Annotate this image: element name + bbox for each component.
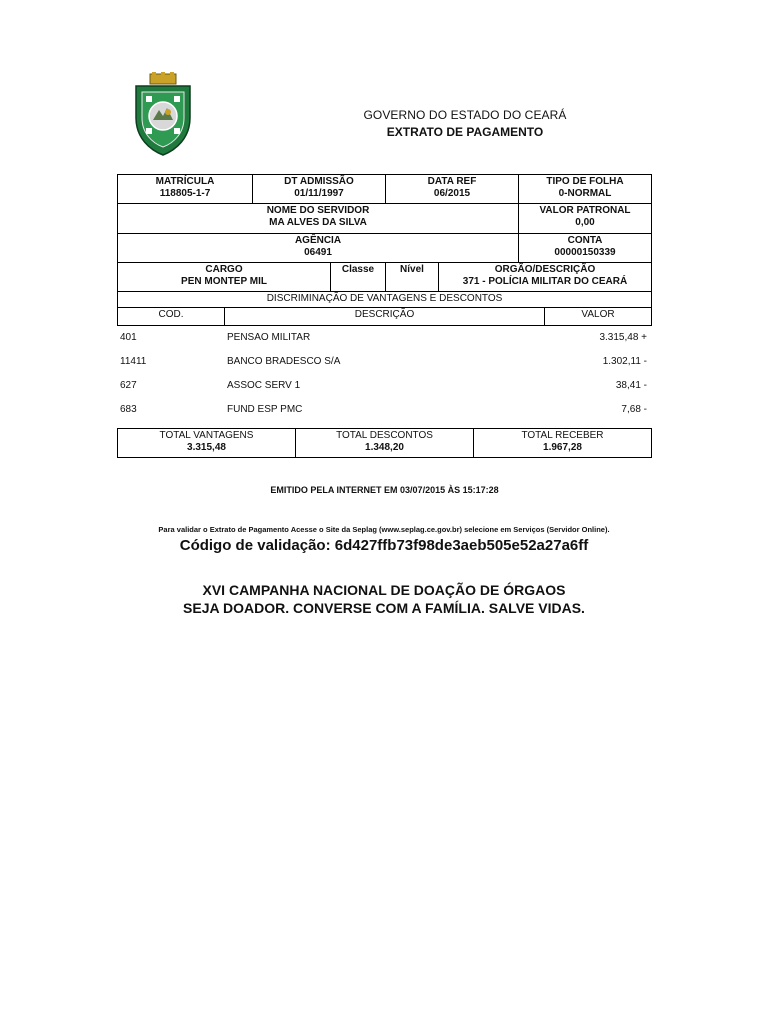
campaign-line-1: XVI CAMPANHA NACIONAL DE DOAÇÃO DE ÓRGAOS (202, 582, 566, 598)
cargo-cell (118, 263, 331, 291)
total-descontos-label: TOTAL DESCONTOS (336, 430, 433, 441)
conta-value: 00000150339 (554, 247, 616, 258)
item-cod: 683 (120, 404, 137, 415)
state-coat-of-arms-icon (132, 72, 194, 156)
item-desc: BANCO BRADESCO S/A (227, 356, 341, 367)
discriminacao-heading: DISCRIMINAÇÃO DE VANTAGENS E DESCONTOS (266, 293, 503, 304)
col-desc-header: DESCRIÇÃO (225, 308, 545, 325)
admissao-cell (253, 175, 386, 203)
cargo-value: PEN MONTEP MIL (181, 276, 267, 287)
info-row-1 (118, 175, 651, 204)
total-vantagens-label: TOTAL VANTAGENS (159, 430, 254, 441)
campaign-line-2: SEJA DOADOR. CONVERSE COM A FAMÍLIA. SALVE VIDAS. (183, 600, 585, 616)
item-cod: 401 (120, 332, 137, 343)
tipo-folha-label: TIPO DE FOLHA (546, 176, 624, 187)
tipo-folha-value: 0-NORMAL (558, 188, 612, 199)
orgao-label: ORGÃO/DESCRIÇÃO (494, 264, 596, 275)
dataref-value: 06/2015 (433, 188, 471, 199)
employee-info-table (117, 174, 652, 326)
payment-items-list (117, 328, 652, 424)
nivel-label: Nível (400, 264, 424, 275)
patronal-label: VALOR PATRONAL (539, 205, 631, 216)
tipo-folha-cell (519, 175, 651, 203)
total-receber-cell (474, 429, 651, 457)
item-cod: 11411 (120, 356, 147, 367)
total-receber-value: 1.967,28 (543, 442, 582, 453)
dataref-cell (386, 175, 519, 203)
agencia-label: AGÊNCIA (294, 235, 342, 246)
patronal-value: 0,00 (575, 217, 595, 228)
list-item (117, 376, 652, 400)
total-descontos-cell (296, 429, 474, 457)
item-valor: 7,68 - (621, 404, 647, 415)
government-name: GOVERNO DO ESTADO DO CEARÁ (363, 108, 567, 122)
patronal-cell (519, 204, 651, 233)
validation-instructions: Para validar o Extrato de Pagamento Acesse o Site da Seplag (www.seplag.ce.gov.br) selecione em Serviços (Servidor Online). (158, 525, 610, 534)
list-item (117, 352, 652, 376)
item-cod: 627 (120, 380, 137, 391)
info-row-3 (118, 234, 651, 263)
item-valor: 1.302,11 - (602, 356, 647, 367)
info-row-4 (118, 263, 651, 292)
info-row-2 (118, 204, 651, 234)
conta-cell (519, 234, 651, 262)
totals-table (117, 428, 652, 458)
validation-code: Código de validação: 6d427ffb73f98de3aeb505e52a27a6ff (179, 537, 589, 554)
orgao-cell (439, 263, 651, 291)
agencia-value: 06491 (304, 247, 332, 258)
admissao-value: 01/11/1997 (294, 188, 344, 199)
col-cod-header: COD. (118, 308, 225, 325)
matricula-cell (118, 175, 253, 203)
total-vantagens-cell (118, 429, 296, 457)
cargo-label: CARGO (205, 264, 243, 275)
total-vantagens-value: 3.315,48 (187, 442, 226, 453)
nome-cell (118, 204, 519, 233)
nivel-cell (386, 263, 439, 291)
classe-label: Classe (341, 264, 375, 275)
document-header (330, 108, 600, 139)
list-item (117, 400, 652, 424)
matricula-value: 118805-1-7 (159, 188, 211, 199)
items-column-headers (118, 308, 651, 325)
classe-cell (331, 263, 386, 291)
nome-value: MA ALVES DA SILVA (269, 217, 367, 228)
matricula-label: MATRÍCULA (155, 176, 215, 187)
orgao-value: 371 - POLÍCIA MILITAR DO CEARÁ (462, 276, 628, 287)
item-desc: FUND ESP PMC (227, 404, 303, 415)
admissao-label: DT ADMISSÃO (284, 176, 354, 187)
document-title: EXTRATO DE PAGAMENTO (386, 125, 544, 139)
dataref-label: DATA REF (427, 176, 477, 187)
total-receber-label: TOTAL RECEBER (521, 430, 604, 441)
list-item (117, 328, 652, 352)
item-desc: ASSOC SERV 1 (227, 380, 301, 391)
emission-timestamp: EMITIDO PELA INTERNET EM 03/07/2015 ÀS 15:17:28 (270, 485, 499, 495)
info-row-5 (118, 292, 651, 308)
agencia-cell (118, 234, 519, 262)
item-valor: 38,41 - (615, 380, 647, 391)
col-valor-header: VALOR (581, 309, 615, 320)
conta-label: CONTA (567, 235, 603, 246)
nome-label: NOME DO SERVIDOR (266, 205, 370, 216)
item-valor: 3.315,48 + (599, 332, 647, 343)
campaign-message (100, 581, 668, 617)
total-descontos-value: 1.348,20 (365, 442, 404, 453)
item-desc: PENSAO MILITAR (227, 332, 311, 343)
